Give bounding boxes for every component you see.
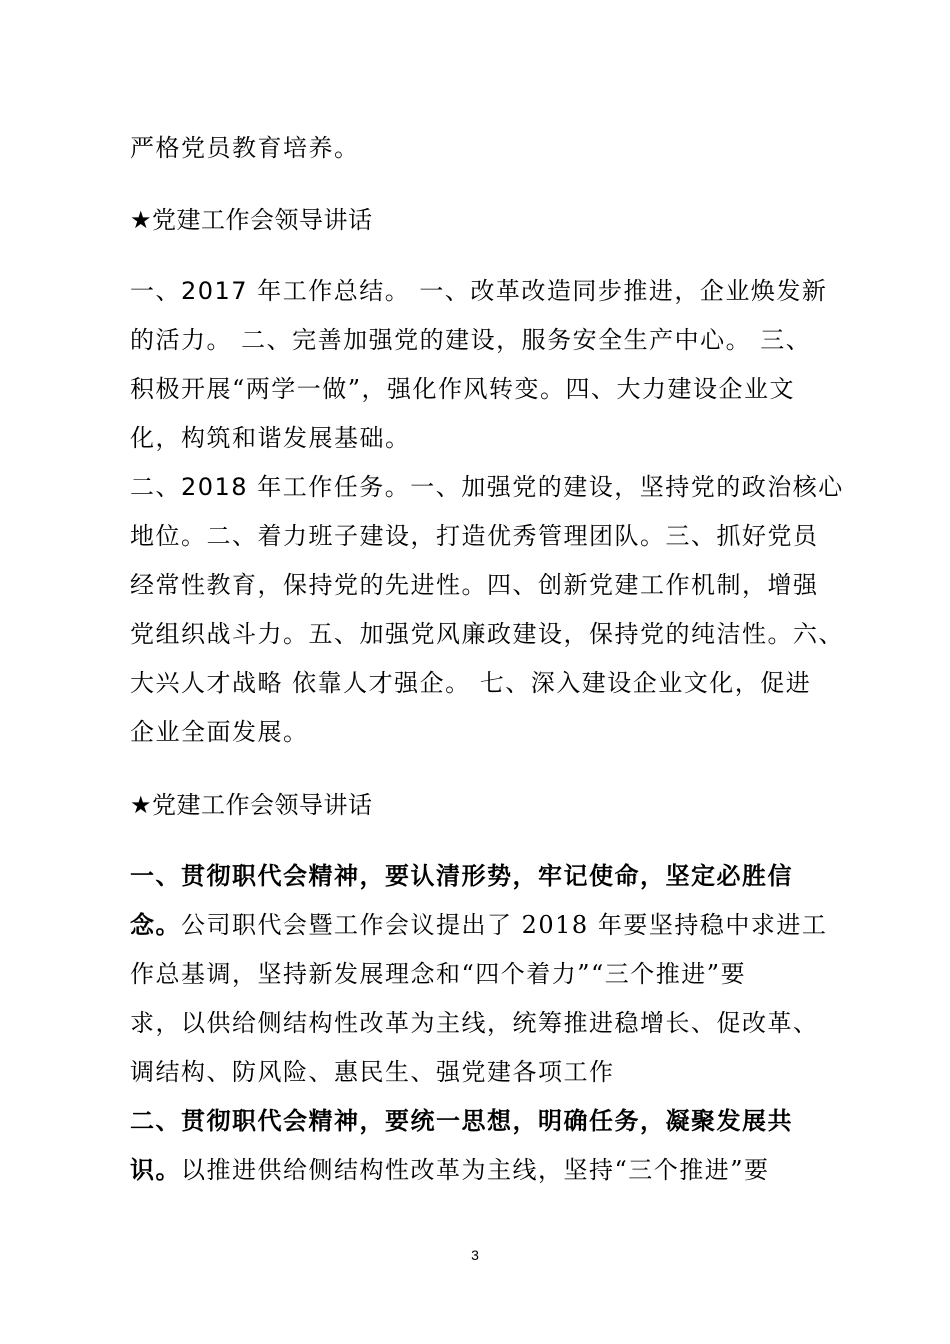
paragraph-line: 党组织战斗力。五、加强党风廉政建设，保持党的纯洁性。六、 <box>130 620 844 648</box>
section-heading: ★党建工作会领导讲话 <box>130 791 373 819</box>
page-number: 3 <box>471 1247 479 1263</box>
paragraph-line: 作总基调，坚持新发展理念和“四个着力”“三个推进”要 <box>130 960 747 988</box>
paragraph-line: 的活力。 二、完善加强党的建设，服务安全生产中心。 三、 <box>130 326 812 354</box>
section-heading: ★党建工作会领导讲话 <box>130 206 373 234</box>
paragraph-line: 化，构筑和谐发展基础。 <box>130 424 411 452</box>
paragraph-line: 二、贯彻职代会精神，要统一思想，明确任务，凝聚发展共 <box>130 1107 793 1135</box>
paragraph-line <box>130 472 844 502</box>
paragraph-line: 积极开展“两学一做”，强化作风转变。四、大力建设企业文 <box>130 375 796 403</box>
item-lead: 一、2017 年工作总结。 <box>130 277 411 305</box>
paragraph-line <box>130 276 827 306</box>
paragraph-line: 调结构、防风险、惠民生、强党建各项工作 <box>130 1058 615 1086</box>
paragraph-line: 一、贯彻职代会精神，要认清形势，牢记使命，坚定必胜信 <box>130 862 793 890</box>
paragraph-line: 企业全面发展。 <box>130 718 309 746</box>
item-lead: 念。 <box>130 911 181 939</box>
paragraph-line: 大兴人才战略 依靠人才强企。 七、深入建设企业文化，促进 <box>130 669 812 697</box>
item-lead: 二、2018 年工作任务。 <box>130 473 411 501</box>
item-lead: 识。 <box>130 1156 181 1184</box>
paragraph-line: 严格党员教育培养。 <box>130 134 360 162</box>
paragraph-text: 一、加强党的建设，坚持党的政治核心 <box>410 473 844 501</box>
paragraph-line: 地位。二、着力班子建设，打造优秀管理团队。三、抓好党员 <box>130 522 819 550</box>
paragraph-text: 公司职代会暨工作会议提出了 2018 年要坚持稳中求进工 <box>181 911 828 939</box>
paragraph-line <box>130 1155 770 1185</box>
paragraph-line <box>130 910 827 940</box>
paragraph-text: 以推进供给侧结构性改革为主线，坚持“三个推进”要 <box>181 1156 770 1184</box>
paragraph-text: 一、改革改造同步推进，企业焕发新 <box>410 277 828 305</box>
paragraph-line: 经常性教育，保持党的先进性。四、创新党建工作机制，增强 <box>130 571 819 599</box>
paragraph-line: 求，以供给侧结构性改革为主线，统筹推进稳增长、促改革、 <box>130 1009 819 1037</box>
